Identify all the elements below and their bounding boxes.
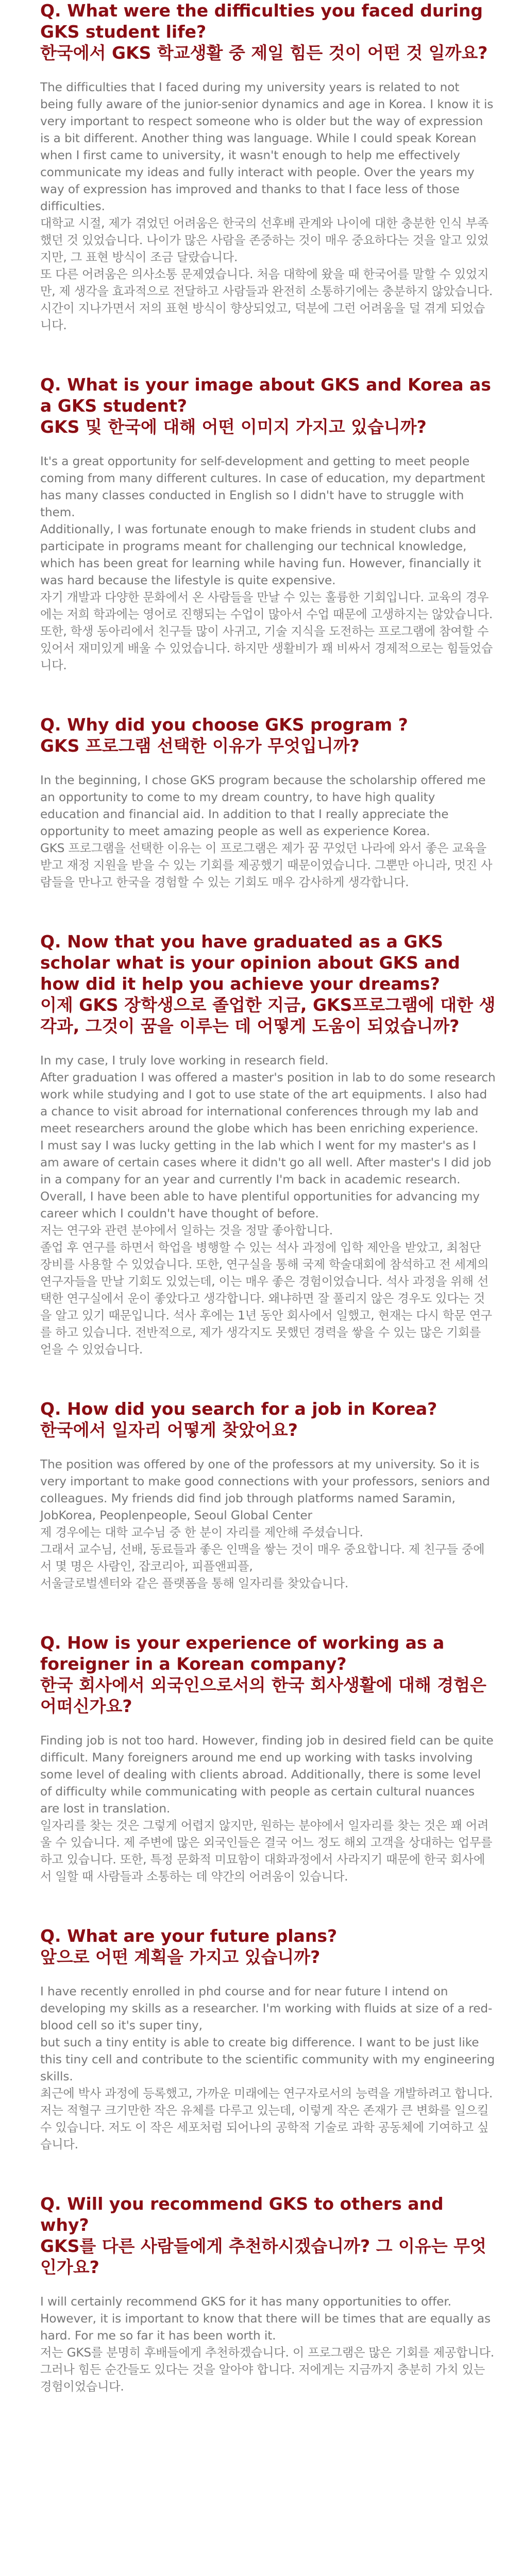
- question-english: Q. Will you recommend GKS to others and why?: [40, 2194, 444, 2235]
- question-korean: GKS 및 한국에 대해 어떤 이미지 가지고 있습니까?: [40, 417, 427, 437]
- answer-paragraph: 서울글로벌센터와 같은 플랫폼을 통해 일자리를 찾았습니다.: [40, 1577, 348, 1590]
- answer-paragraph: Finding job is not too hard. However, finding job in desired field can be quite difficult. Many foreigners around me end up working with tasks involving some level of dealing with clients abroad. Additionally, there is some level of difficulty while communicating with people as certain cultural nuances are lost in translation.: [40, 1734, 494, 1816]
- qa-section-difficulties: [40, 0, 496, 334]
- question-english: Q. What were the difficulties you faced during GKS student life?: [40, 1, 483, 42]
- answer-paragraph: 제 경우에는 대학 교수님 중 한 분이 자리를 제안해 주셨습니다.: [40, 1526, 363, 1539]
- qa-section-recommend-gks: [40, 2193, 496, 2395]
- qa-section-future-plans: [40, 1925, 496, 2153]
- answer-paragraph: It's a great opportunity for self-development and getting to meet people coming from many different cultures. In case of education, my department has many classes conducted in English so I didn't have to struggle with them.: [40, 454, 485, 519]
- question-english: Q. How is your experience of working as a foreigner in a Korean company?: [40, 1633, 445, 1674]
- question-korean: 한국에서 일자리 어떻게 찾았어요?: [40, 1420, 298, 1440]
- question-korean: GKS 프로그램 선택한 이유가 무엇입니까?: [40, 736, 360, 756]
- answer-paragraph: 일자리를 찾는 것은 그렇게 어렵지 않지만, 원하는 분야에서 일자리를 찾는 것은 꽤 어려울 수 있습니다. 제 주변에 많은 외국인들은 결국 어느 정도 해외 고객을 상대하는 업무를 하고 있습니다. 또한, 특정 문화적 미묘함이 대화과정에서 사라지기 때문에 한국 회사에서 일할 때 사람들과 소통하는 데 약간의 어려움이 있습니다.: [40, 1819, 493, 1884]
- qa-section-job-search: [40, 1398, 496, 1592]
- qa-section-why-gks: [40, 714, 496, 891]
- question-korean: 한국에서 GKS 학교생활 중 제일 힘든 것이 어떤 것 일까요?: [40, 43, 488, 63]
- answer-paragraph: In the beginning, I chose GKS program because the scholarship offered me an opportunity to come to my dream country, to have high quality education and financial aid. In addition to that I really appreciate the opportunity to meet amazing people as well as experience Korea.: [40, 773, 486, 838]
- answer-paragraph: GKS 프로그램을 선택한 이유는 이 프로그램은 제가 꿈 꾸었던 나라에 와서 좋은 교육을 받고 재정 지원을 받을 수 있는 기회를 제공했기 때문이였습니다. 그뿐만 아니라, 멋진 사람들을 만나고 한국을 경험할 수 있는 기회도 매우 감사하게 생각합니다.: [40, 841, 493, 889]
- question-korean: GKS를 다른 사람들에게 추천하시겠습니까? 그 이유는 무엇인가요?: [40, 2236, 486, 2277]
- question-korean: 앞으로 어떤 계획을 가지고 있습니까?: [40, 1947, 321, 1967]
- answer-paragraph: but such a tiny entity is able to create big difference. I want to be just like this tiny cell and contribute to the scientific community with my engineering skills.: [40, 2036, 495, 2083]
- question-korean: 한국 회사에서 외국인으로서의 한국 회사생활에 대해 경험은 어떠신가요?: [40, 1675, 486, 1716]
- answer-paragraph: The difficulties that I faced during my university years is related to not being fully aware of the junior-senior dynamics and age in Korea. I know it is very important to respect someone who is older but the way of expression is a bit different. Another thing was language. While I could speak Korean when I first came to university, it wasn't enough to help me effectively communicate my ideas and fully interact with people. Over the years my way of expression has improved and thanks to that I face less of those difficulties.: [40, 80, 494, 213]
- question-english: Q. What is your image about GKS and Korea as a GKS student?: [40, 375, 491, 416]
- question-english: Q. Now that you have graduated as a GKS scholar what is your opinion about GKS and how did it help you achieve your dreams?: [40, 931, 460, 994]
- answer-paragraph: I must say I was lucky getting in the lab which I went for my master's as I am aware of certain cases where it didn't go all well. After master's I did job in a company for an year and currently I'm back in academic research. Overall, I have been able to have plentiful opportunities for advancing my career which I couldn't have thought of before.: [40, 1139, 492, 1221]
- answer-paragraph: I have recently enrolled in phd course and for near future I intend on developing my skills as a researcher. I'm working with fluids at size of a red-blood cell so it's super tiny,: [40, 1985, 493, 2032]
- answer-body: [40, 2293, 496, 2395]
- question-english: Q. How did you search for a job in Korea?: [40, 1399, 437, 1419]
- answer-paragraph: 또 다른 어려움은 의사소통 문제였습니다. 처음 대학에 왔을 때 한국어를 말할 수 있었지만, 제 생각을 효과적으로 전달하고 사람들과 완전히 소통하기에는 충분하지 않았습니다. 시간이 지나가면서 저의 표현 방식이 향상되었고, 덕분에 그런 어려움을 덜 겪게 되었습니다.: [40, 267, 493, 332]
- question-english: Q. Why did you choose GKS program ?: [40, 715, 408, 735]
- answer-body: [40, 79, 496, 334]
- answer-paragraph: The position was offered by one of the professors at my university. So it is very important to make good connections with your professors, seniors and colleagues. My friends did find job through platforms named Saramin, JobKorea, Peoplenpeople, Seoul Global Center: [40, 1458, 490, 1522]
- answer-paragraph: 대학교 시절, 제가 겪었던 어려움은 한국의 선후배 관계와 나이에 대한 충분한 인식 부족했던 것 있었습니다. 나이가 많은 사람을 존중하는 것이 매우 중요하다는 것을 알고 있었지만, 그 표현 방식이 조금 달랐습니다.: [40, 216, 489, 264]
- answer-body: [40, 772, 496, 891]
- answer-body: [40, 1052, 496, 1358]
- qa-section-working-experience: [40, 1632, 496, 1885]
- answer-paragraph: 그래서 교수님, 선배, 동료들과 좋은 인맥을 쌓는 것이 매우 중요합니다. 제 친구들 중에서 몇 명은 사람인, 잡코리아, 피플앤피플,: [40, 1543, 485, 1573]
- answer-body: [40, 1983, 496, 2153]
- qa-section-image-of-gks: [40, 374, 496, 674]
- question-korean: 이제 GKS 장학생으로 졸업한 지금, GKS프로그램에 대한 생각과, 그것이 꿈을 이루는 데 어떻게 도움이 되었습니까?: [40, 995, 496, 1036]
- qa-section-after-graduation: [40, 931, 496, 1358]
- answer-paragraph: After graduation I was offered a master's position in lab to do some research work while studying and I got to use state of the art equipments. I also had a chance to visit abroad for international conferences through my lab and meet researchers around the globe which has been enriching experience.: [40, 1071, 496, 1136]
- answer-body: [40, 1732, 496, 1885]
- answer-paragraph: 자기 개발과 다양한 문화에서 온 사람들을 만날 수 있는 훌륭한 기회입니다. 교육의 경우에는 저희 학과에는 영어로 진행되는 수업이 많아서 수업 때문에 고생하지는 않았습니다. 또한, 학생 동아리에서 친구들 많이 사귀고, 기술 지식을 도전하는 프로그램에 참여할 수 있어서 재미있게 배울 수 있었습니다. 하지만 생활비가 꽤 비싸서 경제적으로는 힘들었습니다.: [40, 590, 493, 672]
- answer-body: [40, 1456, 496, 1592]
- answer-paragraph: 저는 연구와 관련 분야에서 일하는 것을 정말 좋아합니다.: [40, 1224, 333, 1238]
- answer-paragraph: 졸업 후 연구를 하면서 학업을 병행할 수 있는 석사 과정에 입학 제안을 받았고, 최첨단 장비를 사용할 수 있었습니다. 또한, 연구실을 통해 국제 학술대회에 참석하고 전 세계의 연구자들을 만날 기회도 있었는데, 이는 매우 좋은 경험이었습니다. 석사 과정을 위해 선택한 연구실에서 운이 좋았다고 생각합니다. 왜냐하면 잘 풀리지 않은 경우도 있다는 것을 알고 있기 때문입니다. 석사 후에는 1년 동안 회사에서 일했고, 현재는 다시 학문 연구를 하고 있습니다. 전반적으로, 제가 생각지도 못했던 경력을 쌓을 수 있는 많은 기회를 얻을 수 있었습니다.: [40, 1241, 492, 1357]
- answer-paragraph: In my case, I truly love working in research field.: [40, 1054, 329, 1067]
- answer-paragraph: I will certainly recommend GKS for it has many opportunities to offer. However, it is important to know that there will be times that are equally as hard. For me so far it has been worth it.: [40, 2295, 491, 2343]
- answer-paragraph: 최근에 박사 과정에 등록했고, 가까운 미래에는 연구자로서의 능력을 개발하려고 합니다. 저는 적혈구 크기만한 작은 유체를 다루고 있는데, 이렇게 작은 존재가 큰 변화를 일으킬 수 있습니다. 저도 이 작은 세포처럼 되어나의 공학적 기술로 과학 공동체에 기여하고 싶습니다.: [40, 2087, 493, 2151]
- answer-paragraph: 저는 GKS를 분명히 후배들에게 추천하겠습니다. 이 프로그램은 많은 기회를 제공합니다. 그러나 힘든 순간들도 있다는 것을 알아야 합니다. 저에게는 지금까지 충분히 가치 있는 경험이었습니다.: [40, 2346, 494, 2394]
- answer-paragraph: Additionally, I was fortunate enough to make friends in student clubs and participate in programs meant for challenging our technical knowledge, which has been great for learning while having fun. However, financially it was hard because the lifestyle is quite expensive.: [40, 522, 481, 587]
- question-english: Q. What are your future plans?: [40, 1926, 338, 1946]
- answer-body: [40, 453, 496, 674]
